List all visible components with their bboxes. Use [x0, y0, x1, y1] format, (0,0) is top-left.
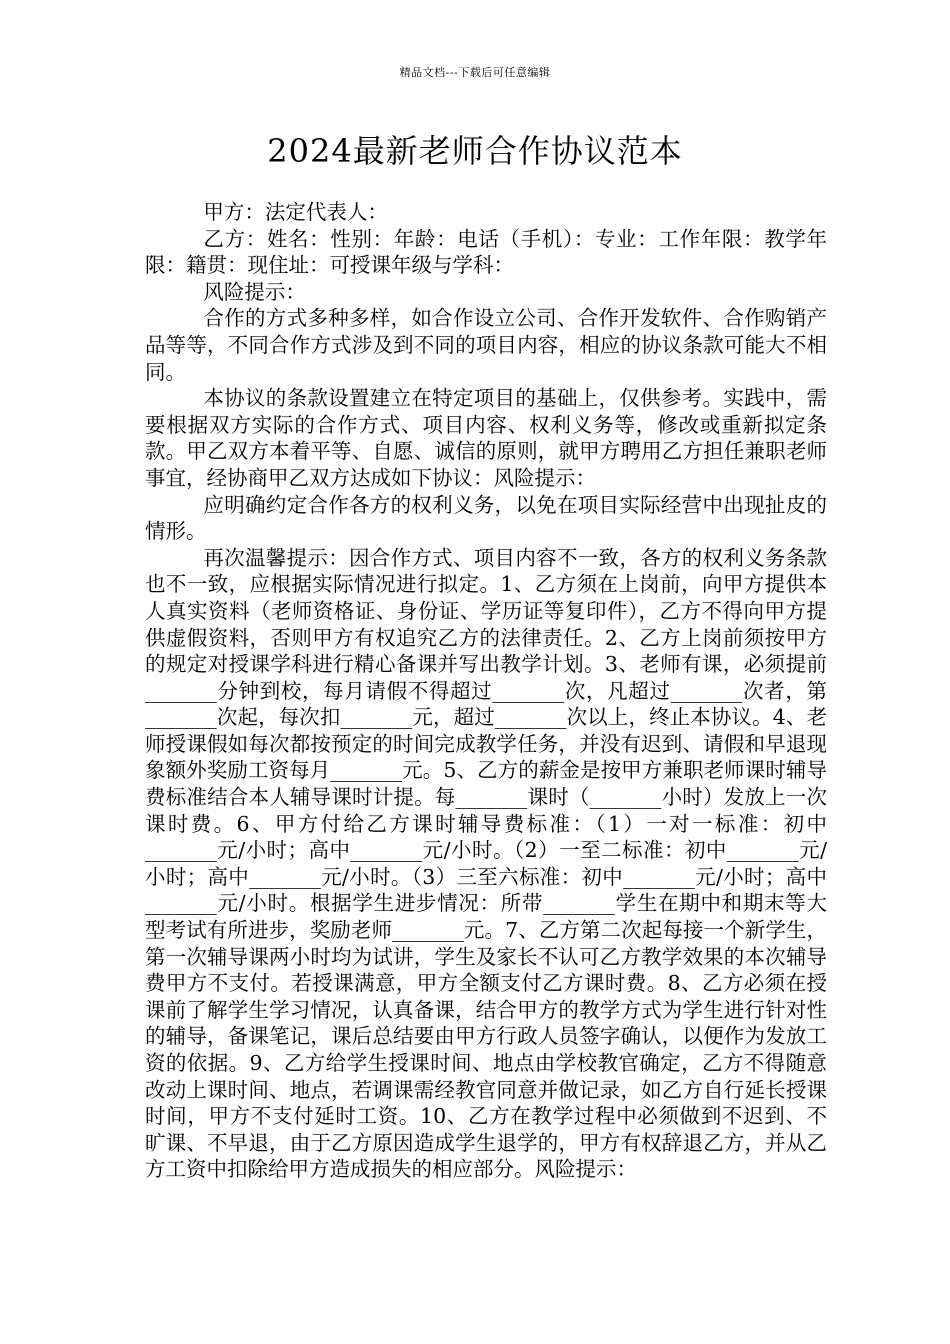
paragraph-agreement-basis: 本协议的条款设置建立在特定项目的基础上，仅供参考。实践中，需要根据双方实际的合作方式、项目内容、权利义务等，修改或重新拟定条款。甲乙双方本着平等、自愿、诚信的原则，就甲方聘用乙方担任兼职老师事宜，经协商甲乙双方达成如下协议：风险提示：	[145, 386, 827, 490]
paragraph-cooperation-methods: 合作的方式多种多样，如合作设立公司、合作开发软件、合作购销产品等等，不同合作方式涉及到不同的项目内容，相应的协议条款可能大不相同。	[145, 306, 827, 384]
paragraph-risk-heading: 风险提示：	[203, 279, 306, 304]
paragraph-rights-obligations: 应明确约定合作各方的权利义务，以免在项目实际经营中出现扯皮的情形。	[145, 492, 827, 544]
document-body	[145, 199, 827, 1183]
paragraph-party-b: 乙方：姓名：性别：年龄：电话（手机）：专业：工作年限：教学年限：籍贯：现住址：可授课年级与学科：	[145, 226, 827, 278]
document-title: 2024最新老师合作协议范本	[267, 132, 683, 170]
paragraph-terms: 再次温馨提示：因合作方式、项目内容不一致，各方的权利义务条款也不一致，应根据实际情况进行拟定。1、乙方须在上岗前，向甲方提供本人真实资料（老师资格证、身份证、学历证等复印件），乙方不得向甲方提供虚假资料，否则甲方有权追究乙方的法律责任。2、乙方上岗前须按甲方的规定对授课学科进行精心备课并写出教学计划。3、老师有课，必须提前_______分钟到校，每月请假不得超过_______次，凡超过_______次者，第_______次起，每次扣_______元，超过_______次以上，终止本协议。4、老师授课假如每次都按预定的时间完成教学任务，并没有迟到、请假和早退现象额外奖励工资每月_______元。5、乙方的薪金是按甲方兼职老师课时辅导费标准结合本人辅导课时计提。每_______课时（_______小时）发放上一次课时费。6、甲方付给乙方课时辅导费标准：（1）一对一标准：初中_______元/小时；高中_______元/小时。（2）一至二标准：初中_______元/小时；高中_______元/小时。（3）三至六标准：初中_______元/小时；高中_______元/小时。根据学生进步情况：所带_______学生在期中和期末等大型考试有所进步，奖励老师_______元。7、乙方第二次起每接一个新学生，第一次辅导课两小时均为试讲，学生及家长不认可乙方教学效果的本次辅导费甲方不支付。若授课满意，甲方全额支付乙方课时费。8、乙方必须在授课前了解学生学习情况，认真备课，结合甲方的教学方式为学生进行针对性的辅导，备课笔记，课后总结要由甲方行政人员签字确认，以便作为发放工资的依据。9、乙方给学生授课时间、地点由学校教官确定，乙方不得随意改动上课时间、地点，若调课需经教官同意并做记录，如乙方自行延长授课时间，甲方不支付延时工资。10、乙方在教学过程中必须做到不迟到、不旷课、不早退，由于乙方原因造成学生退学的，甲方有权辞退乙方，并从乙方工资中扣除给甲方造成损失的相应部分。风险提示：	[145, 545, 827, 1182]
paragraph-party-a: 甲方：法定代表人：	[203, 200, 388, 224]
page-header-note: 精品文档---下载后可任意编辑	[399, 66, 551, 79]
